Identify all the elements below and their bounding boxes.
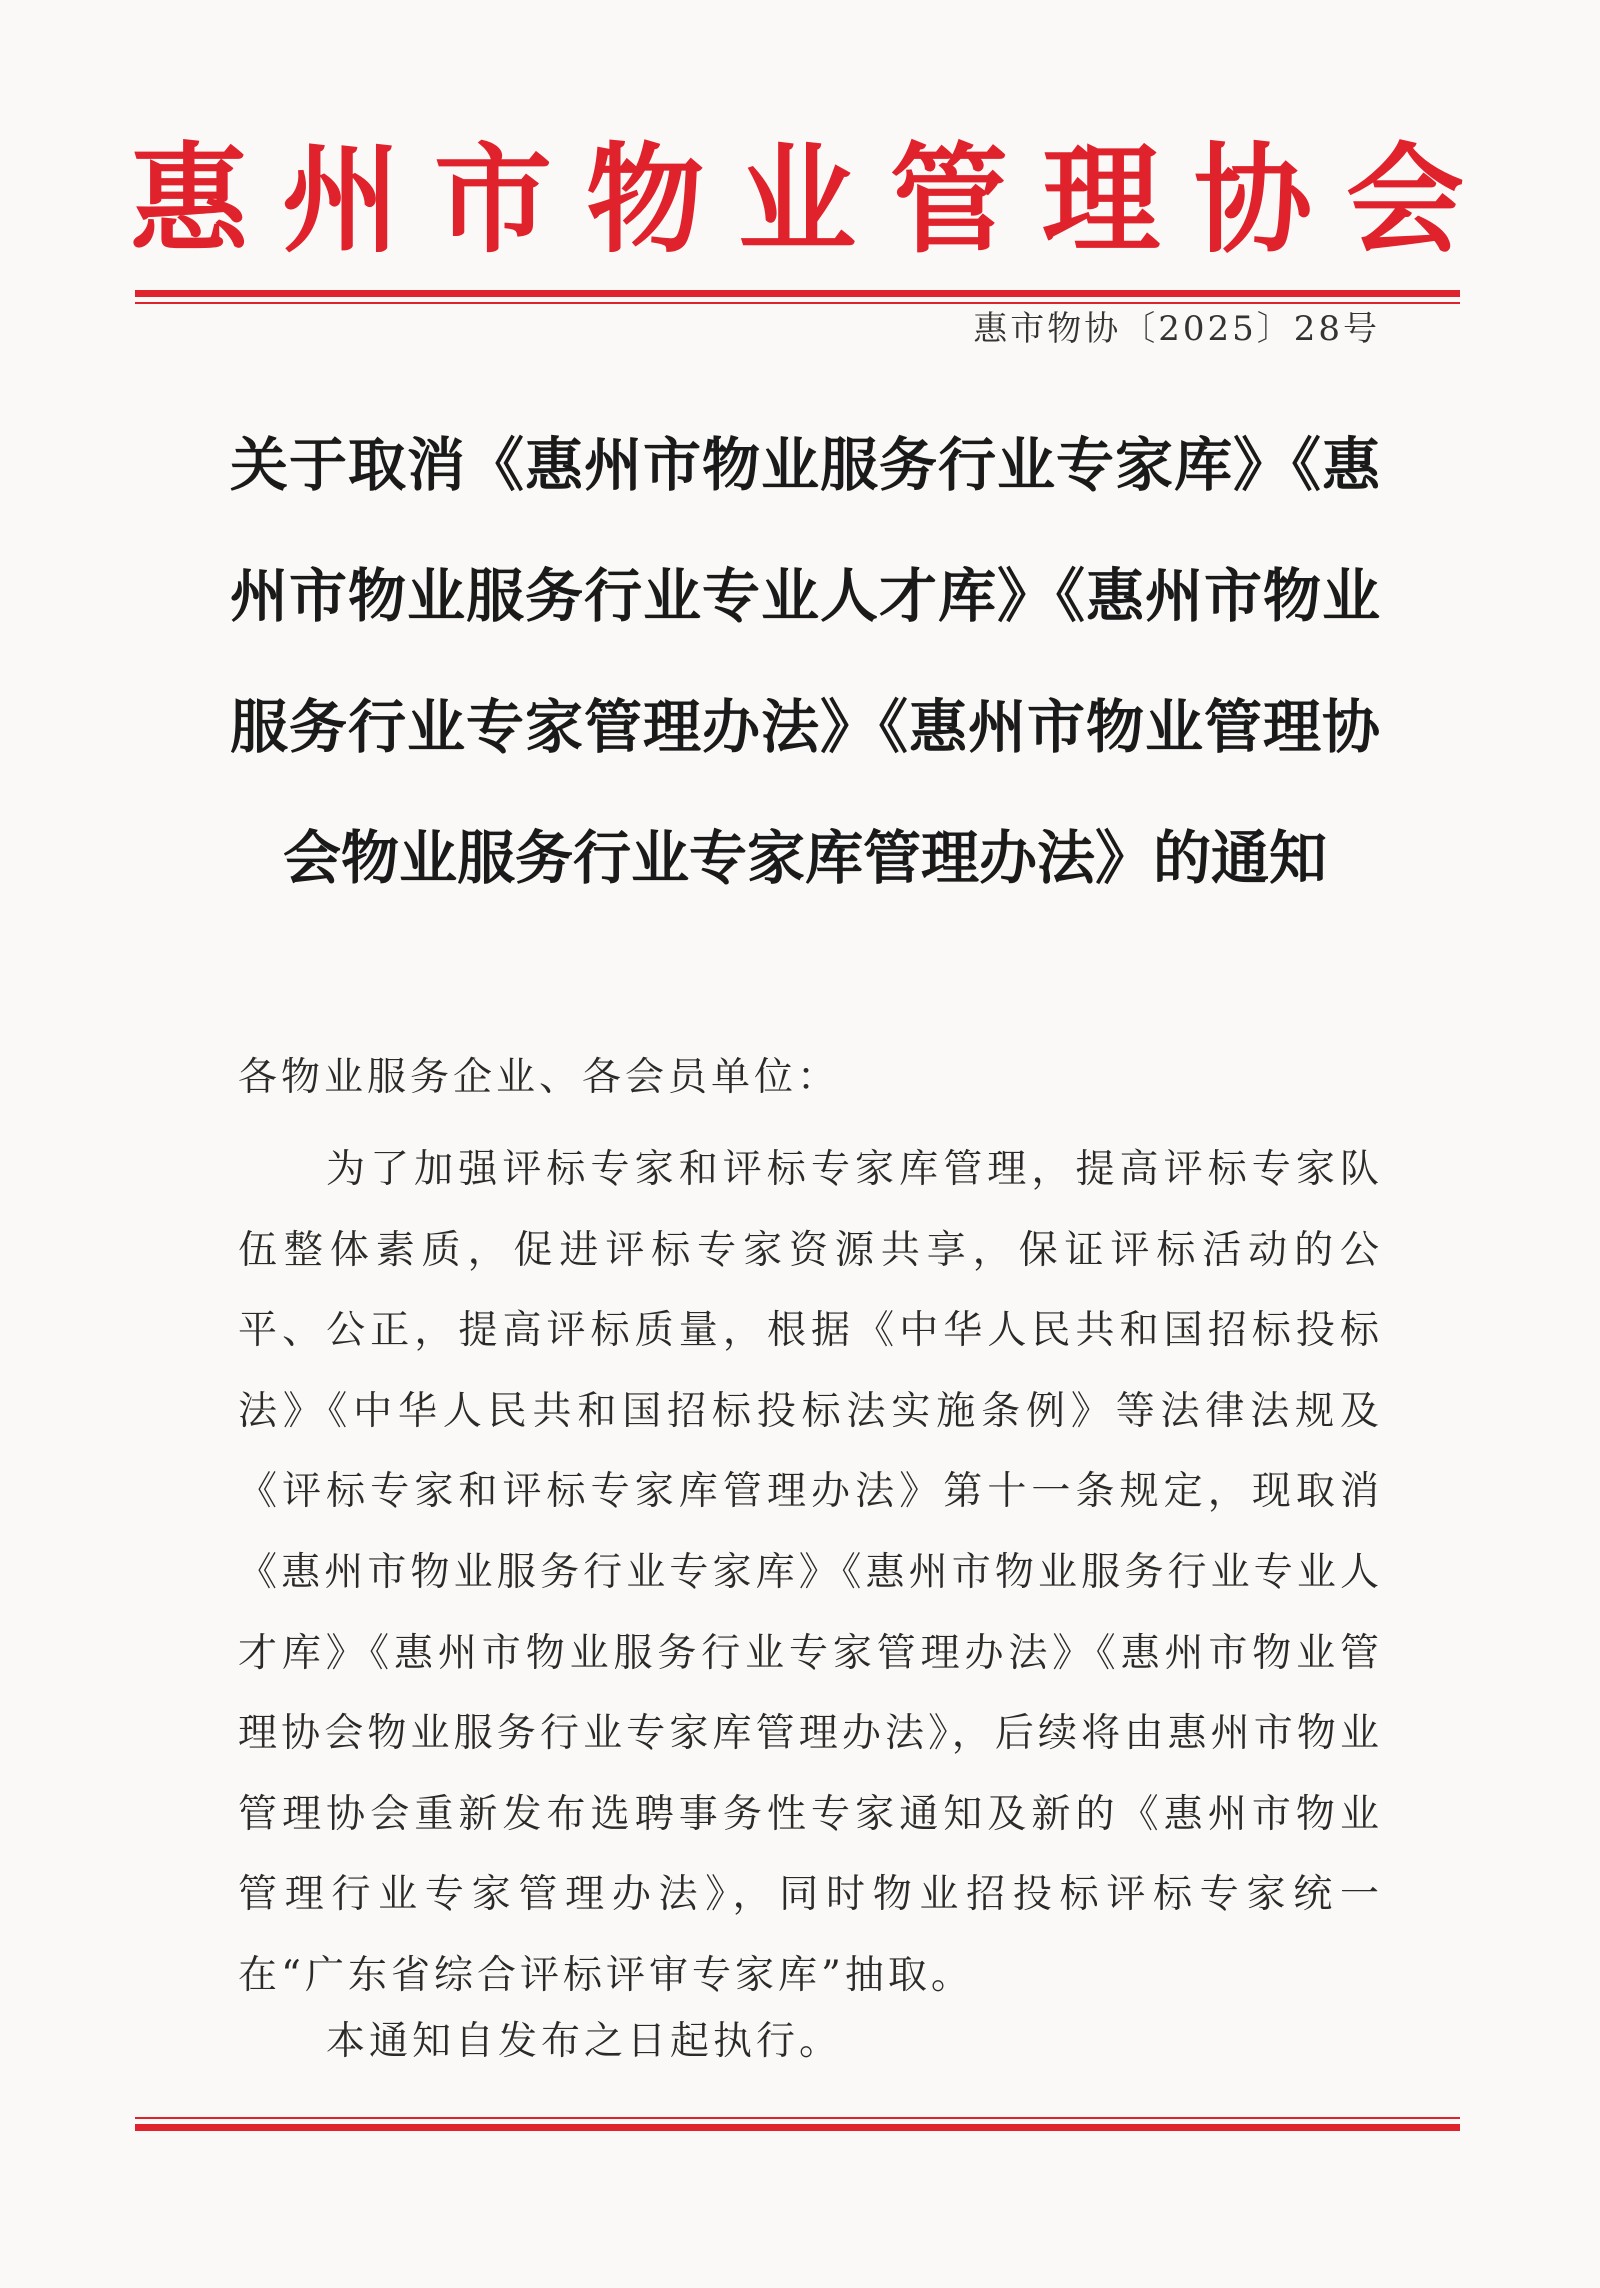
closing-sentence: 本通知自发布之日起执行。	[326, 2019, 843, 2064]
letterhead-divider-thick	[135, 290, 1460, 297]
notice-title: 关于取消《惠州市物业服务行业专家库》《惠州市物业服务行业专业人才库》《惠州市物业服务行业专家管理办法》《惠州市物业管理协会物业服务行业专家库管理办法》的通知	[230, 431, 1380, 892]
footer-divider-thick	[135, 2124, 1460, 2131]
letterhead-title: 惠州市物业管理协会	[130, 131, 1499, 269]
document-number: 惠市物协〔2025〕28号	[973, 309, 1380, 349]
salutation: 各物业服务企业、各会员单位：	[238, 1055, 841, 1100]
body-paragraph: 为了加强评标专家和评标专家库管理，提高评标专家队伍整体素质，促进评标专家资源共享，保证评标活动的公平、公正，提高评标质量，根据《中华人民共和国招标投标法》《中华人民共和国招标投标法实施条例》等法律法规及《评标专家和评标专家库管理办法》第十一条规定，现取消《惠州市物业服务行业专家库》《惠州市物业服务行业专业人才库》《惠州市物业服务行业专家管理办法》《惠州市物业管理协会物业服务行业专家库管理办法》，后续将由惠州市物业管理协会重新发布选聘事务性专家通知及新的《惠州市物业管理行业专家管理办法》，同时物业招投标评标专家统一在“广东省综合评标评审专家库”抽取。	[238, 1147, 1383, 1998]
footer-divider-thin	[135, 2117, 1460, 2119]
